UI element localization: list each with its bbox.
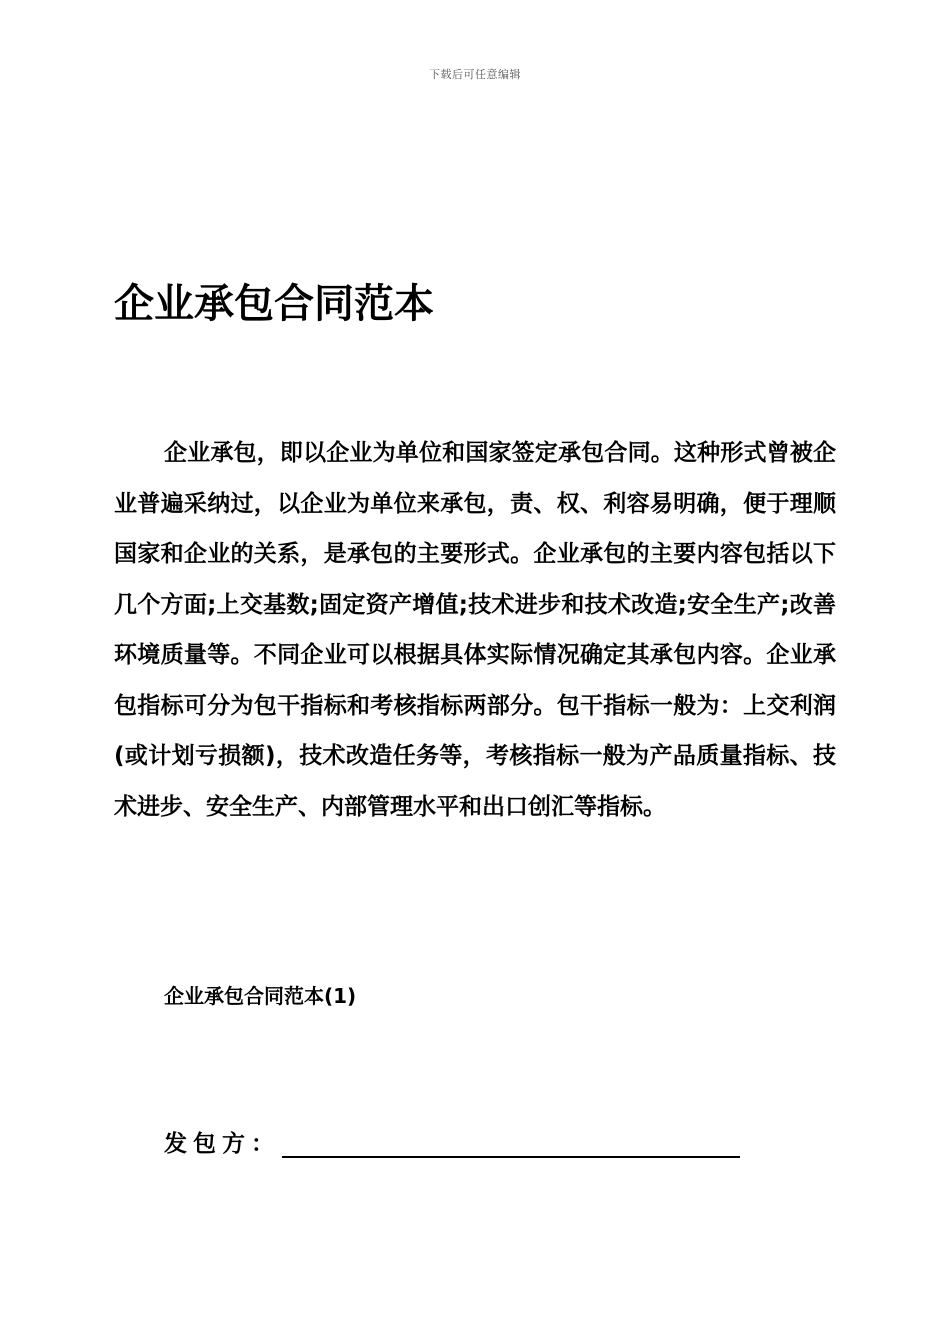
intro-paragraph: 企业承包，即以企业为单位和国家签定承包合同。这种形式曾被企业普遍采纳过，以企业为单位来承包，责、权、利容易明确，便于理顺国家和企业的关系，是承包的主要形式。企业承包的主要内容包括以下几个方面;上交基数;固定资产增值;技术进步和技术改造;安全生产;改善环境质量等。不同企业可以根据具体实际情况确定其承包内容。企业承包指标可分为包干指标和考核指标两部分。包干指标一般为：上交利润(或计划亏损额)，技术改造任务等，考核指标一般为产品质量指标、技术进步、安全生产、内部管理水平和出口创汇等指标。 — [114, 440, 836, 820]
contracting-party-blank-line — [282, 1126, 740, 1158]
contract-subtitle: 企业承包合同范本(1) — [164, 984, 357, 1008]
contracting-party-row — [164, 1125, 740, 1158]
contracting-party-label: 发包方： — [164, 1131, 280, 1157]
header-note: 下载后可任意编辑 — [429, 68, 521, 81]
document-title: 企业承包合同范本 — [114, 281, 434, 327]
